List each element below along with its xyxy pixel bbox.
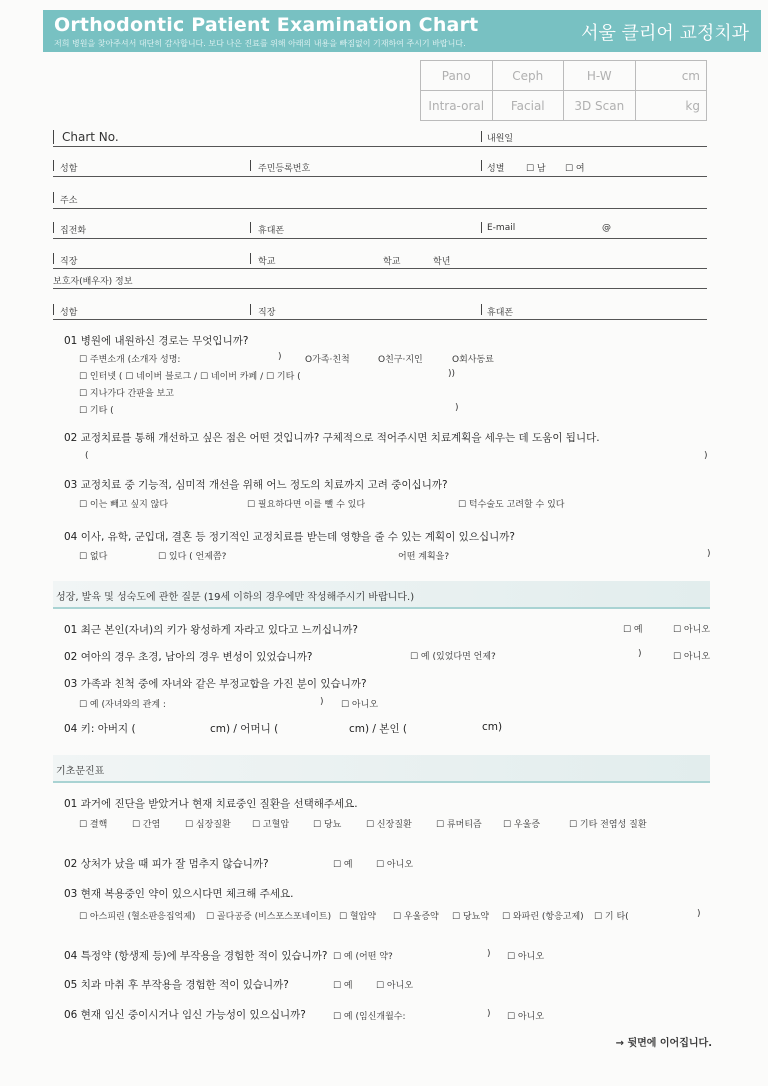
q4-plans-question: 04 이사, 유학, 군입대, 결혼 등 정기적인 교정치료를 받는데 영향을 줄 수 있는 계획이 있으십니까? <box>64 531 515 543</box>
drug-reaction-no[interactable]: ☐ 아니오 <box>507 952 545 962</box>
q1-referral-question: 01 병원에 내원하신 경로는 무엇입니까? <box>64 335 249 347</box>
condition-hypertension[interactable]: ☐ 고혈압 <box>252 820 290 830</box>
record-height-unit[interactable]: cm <box>635 61 707 91</box>
field-divider <box>250 304 251 315</box>
chart-title: Orthodontic Patient Examination Chart <box>54 14 479 36</box>
q2-answer-open[interactable]: ( <box>85 451 89 461</box>
q1-option-family[interactable]: O가족·친척 <box>305 355 350 365</box>
field-divider <box>481 160 482 171</box>
q1-option-coworker[interactable]: O회사동료 <box>452 355 494 365</box>
pregnancy-yes[interactable]: ☐ 예 (임신개월수: <box>333 1012 406 1022</box>
guardian-job-label: 직장 <box>258 308 276 318</box>
record-intra-oral[interactable]: Intra-oral <box>421 91 493 121</box>
q3-option-extraction-ok[interactable]: ☐ 필요하다면 이를 뺄 수 있다 <box>247 500 366 510</box>
header-subtitle: 저희 병원을 찾아주셔서 대단히 감사합니다. 보다 나은 진료를 위해 아래의 내용을 빠짐없이 기재하여 주시기 바랍니다. <box>54 39 466 48</box>
growth-q2-yes[interactable]: ☐ 예 (있었다면 언제? <box>410 652 496 662</box>
row-line <box>53 288 707 289</box>
q4-option-what-plan: 어떤 계획을? <box>398 552 450 562</box>
email-at-sign: @ <box>602 223 611 233</box>
row-line <box>53 238 707 239</box>
pregnancy-no[interactable]: ☐ 아니오 <box>507 1012 545 1022</box>
q2-answer-close: ) <box>704 451 708 461</box>
condition-kidney[interactable]: ☐ 신장질환 <box>366 820 412 830</box>
anesthesia-no[interactable]: ☐ 아니오 <box>376 981 414 991</box>
growth-q2-puberty: 02 여아의 경우 초경, 남아의 경우 변성이 있었습니까? <box>64 651 313 663</box>
q3-option-surgery-ok[interactable]: ☐ 턱수술도 고려할 수 있다 <box>458 500 565 510</box>
basic-q4-drug-reaction: 04 특정약 (항생제 등)에 부작용을 경험한 적이 있습니까? <box>64 950 328 962</box>
growth-q1-yes[interactable]: ☐ 예 <box>623 625 643 635</box>
growth-q4-unit: cm) <box>482 721 503 733</box>
field-divider <box>250 253 251 264</box>
q1-option-referral-close: ) <box>278 352 282 362</box>
records-table <box>420 60 707 121</box>
field-divider <box>250 222 251 233</box>
row-line <box>53 319 707 320</box>
basic-q2-bleeding: 02 상처가 났을 때 피가 잘 멈추지 않습니까? <box>64 858 269 870</box>
growth-q4-height-self: cm) / 본인 ( <box>349 723 408 735</box>
condition-hepatitis[interactable]: ☐ 간염 <box>132 820 161 830</box>
q3-treatment-scope-question: 03 교정치료 중 기능적, 심미적 개선을 위해 어느 정도의 치료까지 고려 중이십니까? <box>64 479 448 491</box>
condition-diabetes[interactable]: ☐ 당뇨 <box>313 820 342 830</box>
med-warfarin[interactable]: ☐ 와파린 (항응고제) <box>502 912 584 922</box>
guardian-name-label: 성함 <box>60 308 78 318</box>
q1-option-signboard[interactable]: ☐ 지나가다 간판을 보고 <box>79 389 174 399</box>
growth-section-title: 성장, 발육 및 성숙도에 관한 질문 (19세 이하의 경우에만 작성해주시기 바랍니다.) <box>56 592 415 603</box>
basic-section-band <box>53 755 710 783</box>
med-antidepressant[interactable]: ☐ 우울증약 <box>393 912 439 922</box>
record-facial[interactable]: Facial <box>492 91 564 121</box>
home-phone-label: 집전화 <box>60 226 87 236</box>
growth-q3-family-malocclusion: 03 가족과 친척 중에 자녀와 같은 부정교합을 가진 분이 있습니까? <box>64 678 367 690</box>
growth-q3-no[interactable]: ☐ 아니오 <box>341 700 379 710</box>
header-band <box>43 10 761 52</box>
record-weight-unit[interactable]: kg <box>635 91 707 121</box>
med-diabetes[interactable]: ☐ 당뇨약 <box>452 912 490 922</box>
guardian-label: 보호자(배우자) 정보 <box>53 277 133 287</box>
growth-q1-no[interactable]: ☐ 아니오 <box>673 625 711 635</box>
grade-label: 학년 <box>433 257 451 267</box>
q1-option-referral[interactable]: ☐ 주변소개 (소개자 성명: <box>79 355 181 365</box>
guardian-mobile-label: 휴대폰 <box>487 308 514 318</box>
record-pano[interactable]: Pano <box>421 61 493 91</box>
resident-no-label: 주민등록번호 <box>258 164 311 174</box>
growth-q3-yes[interactable]: ☐ 예 (자녀와의 관계 : <box>79 700 166 710</box>
q1-option-internet[interactable]: ☐ 인터넷 ( ☐ 네이버 블로그 / ☐ 네이버 카페 / ☐ 기타 ( <box>79 372 301 382</box>
school-suffix: 학교 <box>383 257 401 267</box>
field-divider <box>53 160 54 171</box>
basic-section-title: 기초문진표 <box>56 766 105 777</box>
field-divider <box>53 130 54 144</box>
pregnancy-close: ) <box>487 1009 491 1019</box>
visit-date-label: 내원일 <box>487 134 514 144</box>
condition-heart[interactable]: ☐ 심장질환 <box>185 820 231 830</box>
anesthesia-yes[interactable]: ☐ 예 <box>333 981 353 991</box>
growth-q3-close: ) <box>320 697 324 707</box>
drug-reaction-close: ) <box>487 949 491 959</box>
q3-option-no-extraction[interactable]: ☐ 이는 빼고 싶지 않다 <box>79 500 169 510</box>
q4-option-yes-when[interactable]: ☐ 있다 ( 언제쯤? <box>158 552 227 562</box>
med-aspirin[interactable]: ☐ 아스피린 (혈소판응집억제) <box>79 912 196 922</box>
field-divider <box>53 304 54 315</box>
condition-infectious-other[interactable]: ☐ 기타 전염성 질환 <box>569 820 647 830</box>
med-osteoporosis[interactable]: ☐ 골다공증 (비스포스포네이트) <box>206 912 332 922</box>
drug-reaction-yes[interactable]: ☐ 예 (어떤 약? <box>333 952 393 962</box>
record-hw[interactable]: H-W <box>564 61 636 91</box>
field-divider <box>53 192 54 203</box>
basic-q6-pregnancy: 06 현재 임신 중이시거나 임신 가능성이 있으십니까? <box>64 1009 306 1021</box>
chart-no-label: Chart No. <box>62 130 119 144</box>
clinic-name: 서울 클리어 교정치과 <box>581 23 749 44</box>
school-label: 학교 <box>258 257 276 267</box>
q1-option-other[interactable]: ☐ 기타 ( <box>79 406 114 416</box>
job-label: 직장 <box>60 257 78 267</box>
med-blood-pressure[interactable]: ☐ 혈압약 <box>339 912 377 922</box>
q1-option-internet-close: )) <box>448 369 456 379</box>
continued-on-back: → 뒷면에 이어집니다. <box>615 1038 712 1049</box>
q4-option-close: ) <box>707 549 711 559</box>
gender-label: 성별 <box>487 164 505 174</box>
growth-q2-no[interactable]: ☐ 아니오 <box>673 652 711 662</box>
row-line <box>53 208 707 209</box>
q2-improvement-question: 02 교정치료를 통해 개선하고 싶은 점은 어떤 것입니까? 구체적으로 적어주시면 치료계획을 세우는 데 도움이 됩니다. <box>64 432 600 444</box>
condition-depression[interactable]: ☐ 우울증 <box>503 820 541 830</box>
field-divider <box>481 304 482 315</box>
basic-q1-conditions: 01 과거에 진단을 받았거나 현재 치료중인 질환을 선택해주세요. <box>64 798 358 810</box>
q1-option-other-close: ) <box>455 403 459 413</box>
growth-section-band <box>53 581 710 609</box>
row-line <box>53 146 707 147</box>
bleeding-yes[interactable]: ☐ 예 <box>333 860 353 870</box>
growth-q2-close: ) <box>638 649 642 659</box>
med-other-close: ) <box>697 909 701 919</box>
row-line <box>53 268 707 269</box>
growth-q1-height: 01 최근 본인(자녀)의 키가 왕성하게 자라고 있다고 느끼십니까? <box>64 624 358 636</box>
condition-tuberculosis[interactable]: ☐ 결핵 <box>79 820 108 830</box>
gender-female-checkbox[interactable]: ☐ 여 <box>565 164 585 174</box>
basic-q3-medication: 03 현재 복용중인 약이 있으시다면 체크해 주세요. <box>64 888 294 900</box>
field-divider <box>250 160 251 171</box>
gender-male-checkbox[interactable]: ☐ 남 <box>526 164 546 174</box>
basic-q5-anesthesia: 05 치과 마취 후 부작용을 경험한 적이 있습니까? <box>64 979 289 991</box>
condition-rheumatism[interactable]: ☐ 류머티즘 <box>436 820 482 830</box>
q1-option-friend[interactable]: O친구·지인 <box>378 355 423 365</box>
q4-option-none[interactable]: ☐ 없다 <box>79 552 108 562</box>
field-divider <box>53 222 54 233</box>
field-divider <box>481 222 482 233</box>
bleeding-no[interactable]: ☐ 아니오 <box>376 860 414 870</box>
growth-q4-height-father: 04 키: 아버지 ( <box>64 723 136 735</box>
record-ceph[interactable]: Ceph <box>492 61 564 91</box>
mobile-label: 휴대폰 <box>258 226 285 236</box>
med-other[interactable]: ☐ 기 타( <box>594 912 629 922</box>
growth-q4-height-mother: cm) / 어머니 ( <box>210 723 279 735</box>
field-divider <box>53 253 54 264</box>
field-divider <box>481 131 482 142</box>
row-line <box>53 176 707 177</box>
record-3d-scan[interactable]: 3D Scan <box>564 91 636 121</box>
email-label: E-mail <box>487 223 516 233</box>
address-label: 주소 <box>60 196 78 206</box>
name-label: 성함 <box>60 164 78 174</box>
